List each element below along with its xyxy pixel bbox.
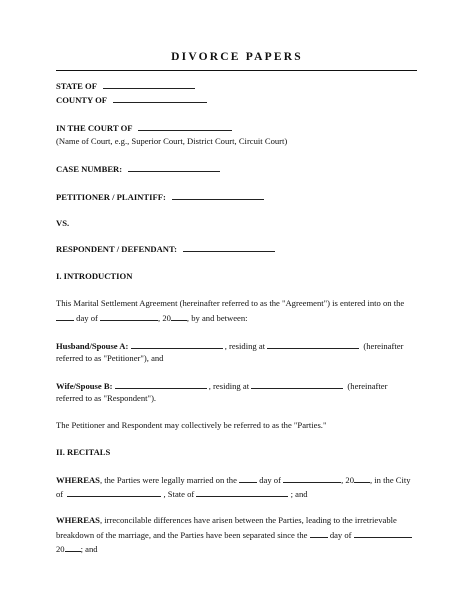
intro-year-label: , 20 <box>158 313 171 323</box>
county-blank[interactable] <box>113 94 207 103</box>
court-blank[interactable] <box>138 122 232 131</box>
husband-address-blank[interactable] <box>267 340 359 349</box>
wife-residing-label: , residing at <box>208 381 250 391</box>
title-divider <box>56 70 417 71</box>
recitals-heading: II. RECITALS <box>56 447 111 457</box>
intro-year-blank[interactable] <box>171 312 187 321</box>
wife-label: Wife/Spouse B: <box>56 381 113 391</box>
case-label: CASE NUMBER: <box>56 164 123 174</box>
separation-year-blank[interactable] <box>65 543 81 552</box>
county-label: COUNTY OF <box>56 95 107 105</box>
marriage-year-blank[interactable] <box>354 474 370 483</box>
court-line <box>56 122 232 134</box>
wife-name-blank[interactable] <box>115 380 207 389</box>
intro-line1: This Marital Settlement Agreement (hereinafter referred to as the "Agreement") is entered into on the <box>56 298 405 308</box>
marriage-day-blank[interactable] <box>239 474 257 483</box>
whereas1-of: of <box>56 489 64 499</box>
intro-day-label: day of <box>76 313 98 323</box>
case-line <box>56 163 220 175</box>
petitioner-blank[interactable] <box>172 191 264 200</box>
husband-residing-label: , residing at <box>224 341 266 351</box>
wife-referred: referred to as "Respondent"). <box>56 393 157 403</box>
petitioner-label: PETITIONER / PLAINTIFF: <box>56 192 166 202</box>
whereas1-city: , in the City <box>370 475 411 485</box>
intro-month-blank[interactable] <box>100 312 158 321</box>
whereas2-text: , irreconcilable differences have arisen between the Parties, leading to the irretrievable <box>99 515 397 525</box>
intro-line2-end: , by and between: <box>186 313 248 323</box>
whereas1-line1 <box>56 474 411 486</box>
court-hint: (Name of Court, e.g., Superior Court, District Court, Circuit Court) <box>56 136 288 146</box>
marriage-month-blank[interactable] <box>283 474 341 483</box>
respondent-line <box>56 243 275 255</box>
whereas2-line2-text: breakdown of the marriage, and the Parties have been separated since the <box>56 530 308 540</box>
document-title: DIVORCE PAPERS <box>171 51 303 63</box>
court-label: IN THE COURT OF <box>56 123 133 133</box>
whereas1-year-label: , 20 <box>341 475 354 485</box>
case-blank[interactable] <box>128 163 220 172</box>
husband-line <box>56 340 403 352</box>
state-line <box>56 80 195 92</box>
whereas1-line2 <box>56 488 308 500</box>
whereas2-dayof: day of <box>329 530 352 540</box>
respondent-label: RESPONDENT / DEFENDANT: <box>56 244 177 254</box>
state-label: STATE OF <box>56 81 97 91</box>
whereas2-year-prefix: 20 <box>56 544 65 554</box>
respondent-blank[interactable] <box>183 243 275 252</box>
parties-line: The Petitioner and Respondent may collectively be referred to as the "Parties." <box>56 420 327 430</box>
husband-referred: referred to as "Petitioner"), and <box>56 353 164 363</box>
wife-address-blank[interactable] <box>251 380 343 389</box>
marriage-city-blank[interactable] <box>67 488 161 497</box>
petitioner-line <box>56 191 264 203</box>
husband-hereinafter: (hereinafter <box>363 341 404 351</box>
separation-day-blank[interactable] <box>310 529 328 538</box>
whereas2-bold: WHEREAS <box>56 515 100 525</box>
intro-day-blank[interactable] <box>56 312 74 321</box>
marriage-state-blank[interactable] <box>196 488 288 497</box>
whereas2-line2 <box>56 529 412 541</box>
whereas1-state: , State of <box>163 489 195 499</box>
vs-label: VS. <box>56 218 70 228</box>
wife-line <box>56 380 387 392</box>
state-blank[interactable] <box>103 80 195 89</box>
county-line <box>56 94 207 106</box>
whereas1-and: ; and <box>290 489 308 499</box>
whereas2-line3 <box>56 543 98 555</box>
whereas1-dayof: day of <box>259 475 281 485</box>
whereas2-and: ; and <box>80 544 98 554</box>
whereas1-bold: WHEREAS <box>56 475 100 485</box>
wife-hereinafter: (hereinafter <box>347 381 388 391</box>
husband-label: Husband/Spouse A: <box>56 341 129 351</box>
intro-line2 <box>56 312 248 324</box>
separation-month-blank[interactable] <box>354 529 412 538</box>
whereas1-text: , the Parties were legally married on the <box>99 475 237 485</box>
husband-name-blank[interactable] <box>131 340 223 349</box>
intro-heading: I. INTRODUCTION <box>56 271 133 281</box>
whereas2-line1 <box>56 515 397 526</box>
